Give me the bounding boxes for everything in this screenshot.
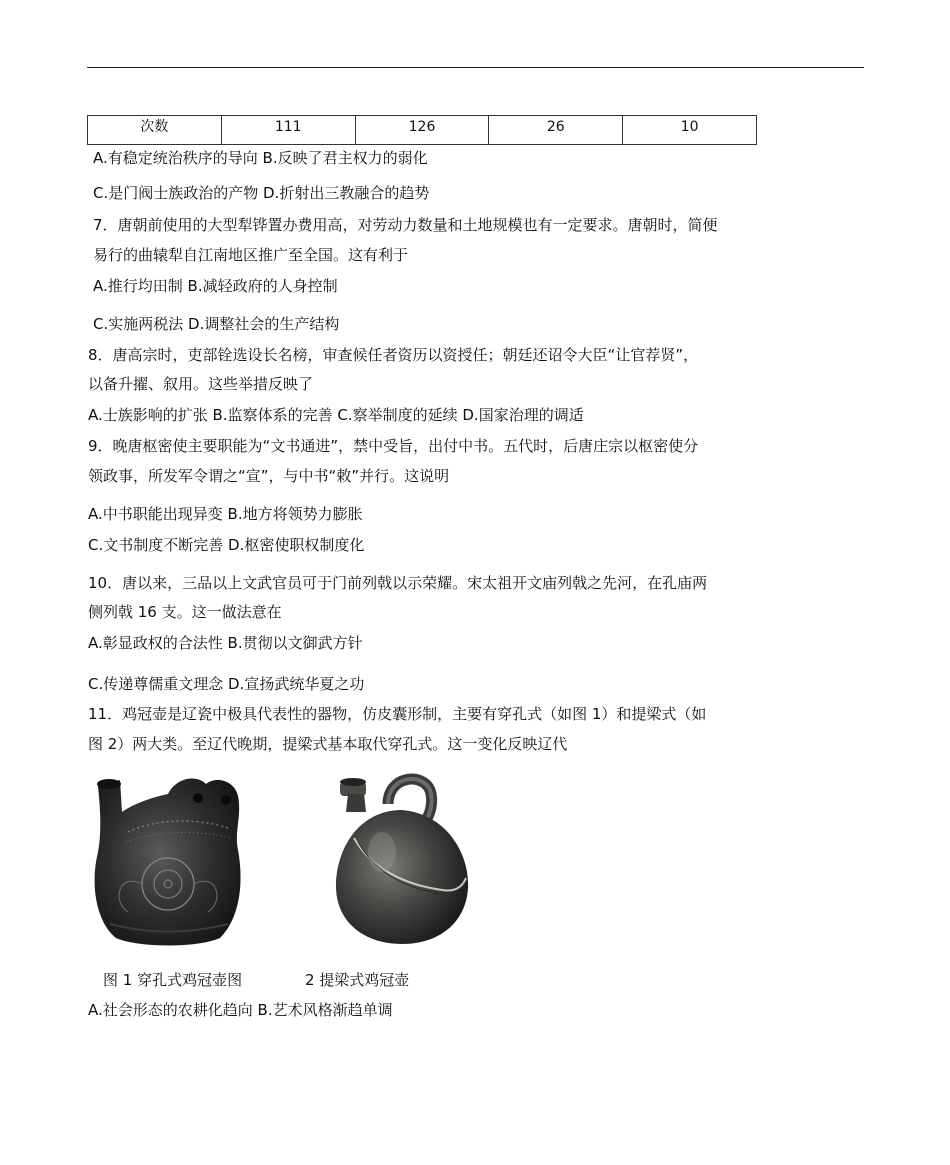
table-cell: 10 bbox=[623, 116, 757, 145]
table-cell: 次数 bbox=[88, 116, 222, 145]
table-row bbox=[88, 116, 757, 145]
question-9-text: 9．晚唐枢密使主要职能为“文书通进”，禁中受旨，出付中书。五代时，后唐庄宗以枢密使分 bbox=[88, 437, 699, 455]
table-cell: 111 bbox=[221, 116, 355, 145]
question-7-text: 7．唐朝前使用的大型犁铧置办费用高，对劳动力数量和土地规模也有一定要求。唐朝时，简便 bbox=[93, 216, 718, 234]
question-7-text: 易行的曲辕犁自江南地区推广至全国。这有利于 bbox=[93, 246, 409, 264]
question-11-text: 11．鸡冠壶是辽瓷中极具代表性的器物，仿皮囊形制，主要有穿孔式（如图 1）和提梁式（如 bbox=[88, 705, 707, 723]
option-line: C.传递尊儒重文理念 D.宣扬武统华夏之功 bbox=[88, 675, 365, 693]
table-cell: 26 bbox=[489, 116, 623, 145]
option-line: A.有稳定统治秩序的导向 B.反映了君主权力的弱化 bbox=[93, 149, 428, 167]
question-11-text: 图 2）两大类。至辽代晚期，提梁式基本取代穿孔式。这一变化反映辽代 bbox=[88, 735, 568, 753]
question-8-text: 以备升擢、叙用。这些举措反映了 bbox=[88, 375, 314, 393]
option-line: C.文书制度不断完善 D.枢密使职权制度化 bbox=[88, 536, 365, 554]
option-line: A.推行均田制 B.减轻政府的人身控制 bbox=[93, 277, 338, 295]
figure-1-caption: 图 1 穿孔式鸡冠壶图 bbox=[103, 971, 243, 989]
option-line: A.中书职能出现异变 B.地方将领势力膨胀 bbox=[88, 505, 363, 523]
option-line: A.彰显政权的合法性 B.贯彻以文御武方针 bbox=[88, 634, 363, 652]
question-8-text: 8．唐高宗时，吏部铨选设长名榜，审查候任者资历以资授任；朝廷还诏令大臣“让官荐贤”， bbox=[88, 346, 699, 364]
figure-2-caption: 2 提梁式鸡冠壶 bbox=[305, 971, 410, 989]
counts-table bbox=[87, 115, 757, 145]
handle-cockscomb-pot-image bbox=[330, 770, 475, 948]
question-10-text: 侧列戟 16 支。这一做法意在 bbox=[88, 603, 282, 621]
header-rule bbox=[87, 67, 864, 68]
question-10-text: 10．唐以来，三品以上文武官员可于门前列戟以示荣耀。宋太祖开文庙列戟之先河，在孔庙两 bbox=[88, 574, 708, 592]
pierced-cockscomb-pot-image bbox=[88, 772, 248, 950]
option-line: A.社会形态的农耕化趋向 B.艺术风格渐趋单调 bbox=[88, 1001, 393, 1019]
option-line: A.士族影响的扩张 B.监察体系的完善 C.察举制度的延续 D.国家治理的调适 bbox=[88, 406, 584, 424]
option-line: C.是门阀士族政治的产物 D.折射出三教融合的趋势 bbox=[93, 184, 430, 202]
table-cell: 126 bbox=[355, 116, 489, 145]
question-9-text: 领政事，所发军令谓之“宣”，与中书“敕”并行。这说明 bbox=[88, 467, 450, 485]
option-line: C.实施两税法 D.调整社会的生产结构 bbox=[93, 315, 340, 333]
